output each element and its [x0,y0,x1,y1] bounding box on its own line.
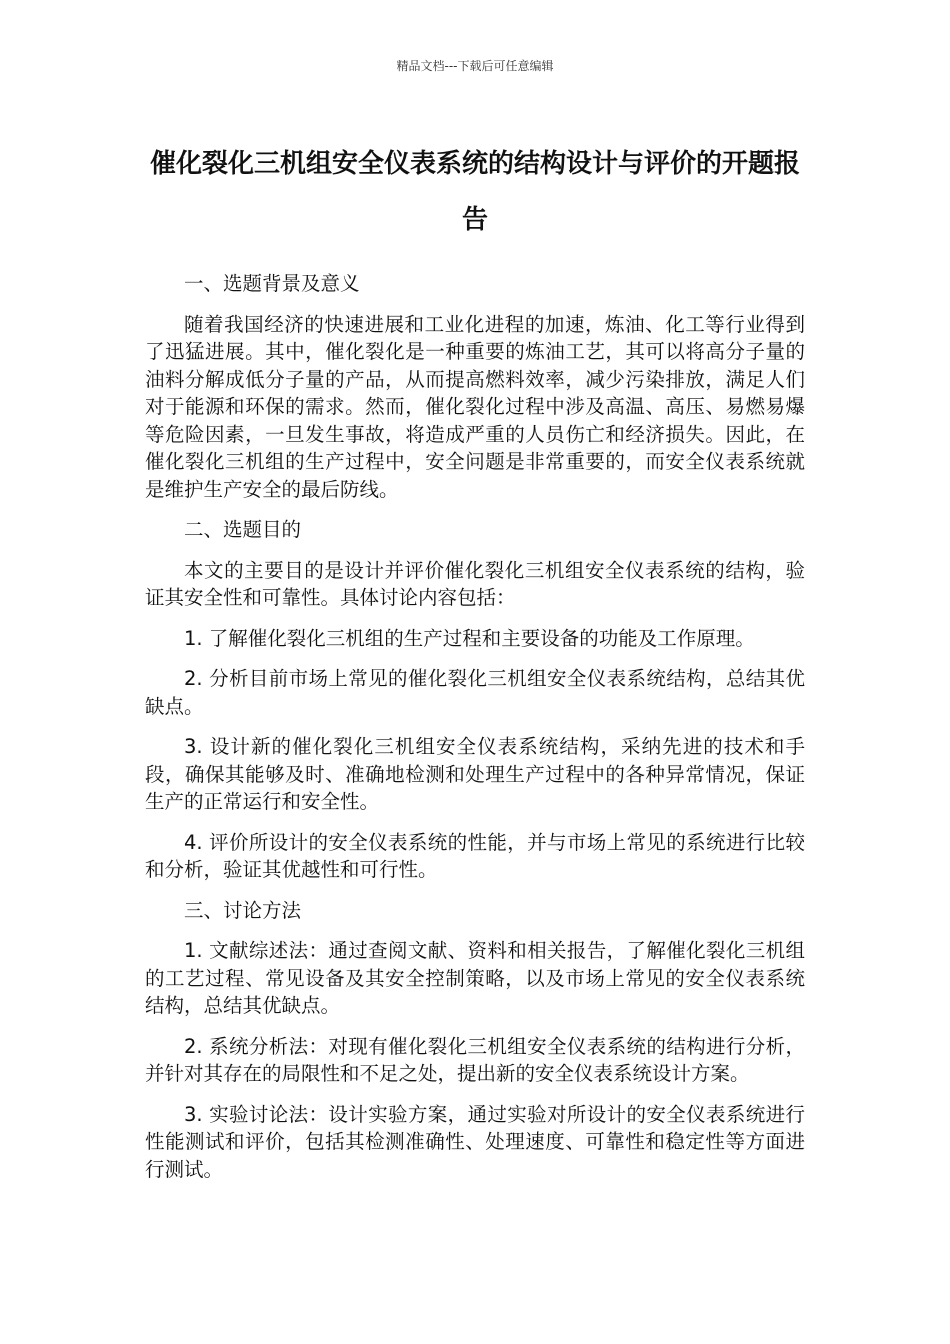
section-heading-background: 一、选题背景及意义 [184,272,360,295]
document-title: 催化裂化三机组安全仪表系统的结构设计与评价的开题报告 [149,149,800,235]
section-heading-purpose: 二、选题目的 [184,518,302,541]
document-body [145,270,805,1196]
paragraph-purpose-intro: 本文的主要目的是设计并评价催化裂化三机组安全仪表系统的结构，验证其安全性和可靠性。具体讨论内容包括： [145,558,805,609]
list-item-purpose-4: 4. 评价所设计的安全仪表系统的性能，并与市场上常见的系统进行比较和分析，验证其优越性和可行性。 [145,830,805,881]
list-item-method-3: 3. 实验讨论法：设计实验方案，通过实验对所设计的安全仪表系统进行性能测试和评价，包括其检测准确性、处理速度、可靠性和稳定性等方面进行测试。 [145,1102,805,1181]
list-item-purpose-3: 3. 设计新的催化裂化三机组安全仪表系统结构，采纳先进的技术和手段，确保其能够及时、准确地检测和处理生产过程中的各种异常情况，保证生产的正常运行和安全性。 [145,735,805,813]
list-item-purpose-2: 2. 分析目前市场上常见的催化裂化三机组安全仪表系统结构，总结其优缺点。 [145,667,805,718]
list-item-method-2: 2. 系统分析法：对现有催化裂化三机组安全仪表系统的结构进行分析，并针对其存在的局限性和不足之处，提出新的安全仪表系统设计方案。 [145,1034,805,1085]
paragraph-background: 随着我国经济的快速进展和工业化进程的加速，炼油、化工等行业得到了迅猛进展。其中，催化裂化是一种重要的炼油工艺，其可以将高分子量的油料分解成低分子量的产品，从而提高燃料效率，减少污染排放，满足人们对于能源和环保的需求。然而，催化裂化过程中涉及高温、高压、易燃易爆等危险因素，一旦发生事故，将造成严重的人员伤亡和经济损失。因此，在催化裂化三机组的生产过程中，安全问题是非常重要的，而安全仪表系统就是维护生产安全的最后防线。 [145,312,805,501]
section-heading-methods: 三、讨论方法 [184,898,302,922]
header-note: 精品文档---下载后可任意编辑 [396,59,554,73]
list-item-method-1: 1. 文献综述法：通过查阅文献、资料和相关报告，了解催化裂化三机组的工艺过程、常见设备及其安全控制策略，以及市场上常见的安全仪表系统结构，总结其优缺点。 [145,939,805,1017]
list-item-purpose-1: 1. 了解催化裂化三机组的生产过程和主要设备的功能及工作原理。 [184,626,755,650]
